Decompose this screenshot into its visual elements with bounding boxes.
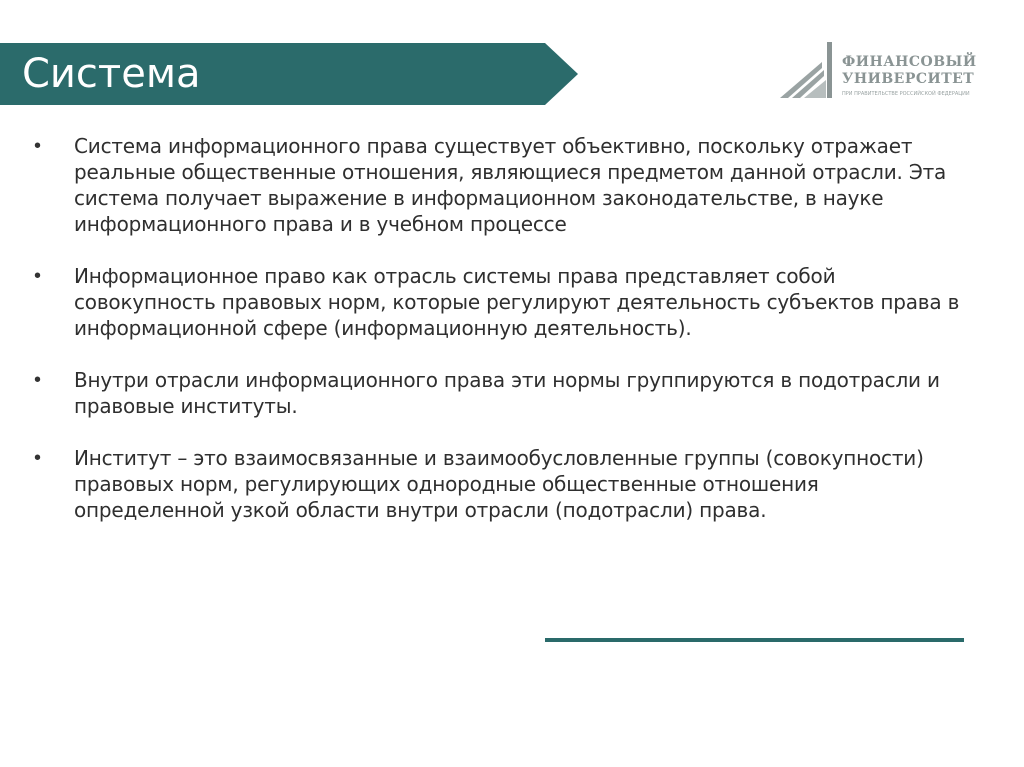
logo-emblem-icon xyxy=(778,40,842,104)
bullet-list xyxy=(34,133,974,523)
bullet-text: Информационное право как отрасль системы права представляет собой совокупность правовых норм, которые регулируют деятельность субъектов права в информационной сфере (информационную деятельность). xyxy=(74,264,960,340)
list-item xyxy=(34,133,974,237)
logo-line-1: ФИНАНСОВЫЙ xyxy=(842,54,977,70)
list-item xyxy=(34,367,974,419)
university-logo xyxy=(778,40,977,104)
title-banner xyxy=(0,43,578,105)
bullet-marker: • xyxy=(34,135,42,157)
bullet-marker: • xyxy=(34,447,42,469)
bullet-text: Институт – это взаимосвязанные и взаимообусловленные группы (совокупности) правовых норм, регулирующих однородные общественные отношения определенной узкой области внутри отрасли (подотрасли) права. xyxy=(74,446,924,522)
list-item xyxy=(34,263,974,341)
logo-line-2: УНИВЕРСИТЕТ xyxy=(842,71,975,87)
bullet-text: Система информационного права существует объективно, поскольку отражает реальные общественные отношения, являющиеся предметом данной отрасли. Эта система получает выражение в информационном законодательстве, в науке информационного права и в учебном процессе xyxy=(74,134,947,236)
logo-line-3: ПРИ ПРАВИТЕЛЬСТВЕ РОССИЙСКОЙ ФЕДЕРАЦИИ xyxy=(842,91,970,97)
bullet-marker: • xyxy=(34,265,42,287)
list-item xyxy=(34,445,974,523)
bottom-divider xyxy=(545,638,964,642)
bullet-marker: • xyxy=(34,369,42,391)
bullet-text: Внутри отрасли информационного права эти нормы группируются в подотрасли и правовые институты. xyxy=(74,368,940,418)
slide-title: Система xyxy=(22,51,201,97)
